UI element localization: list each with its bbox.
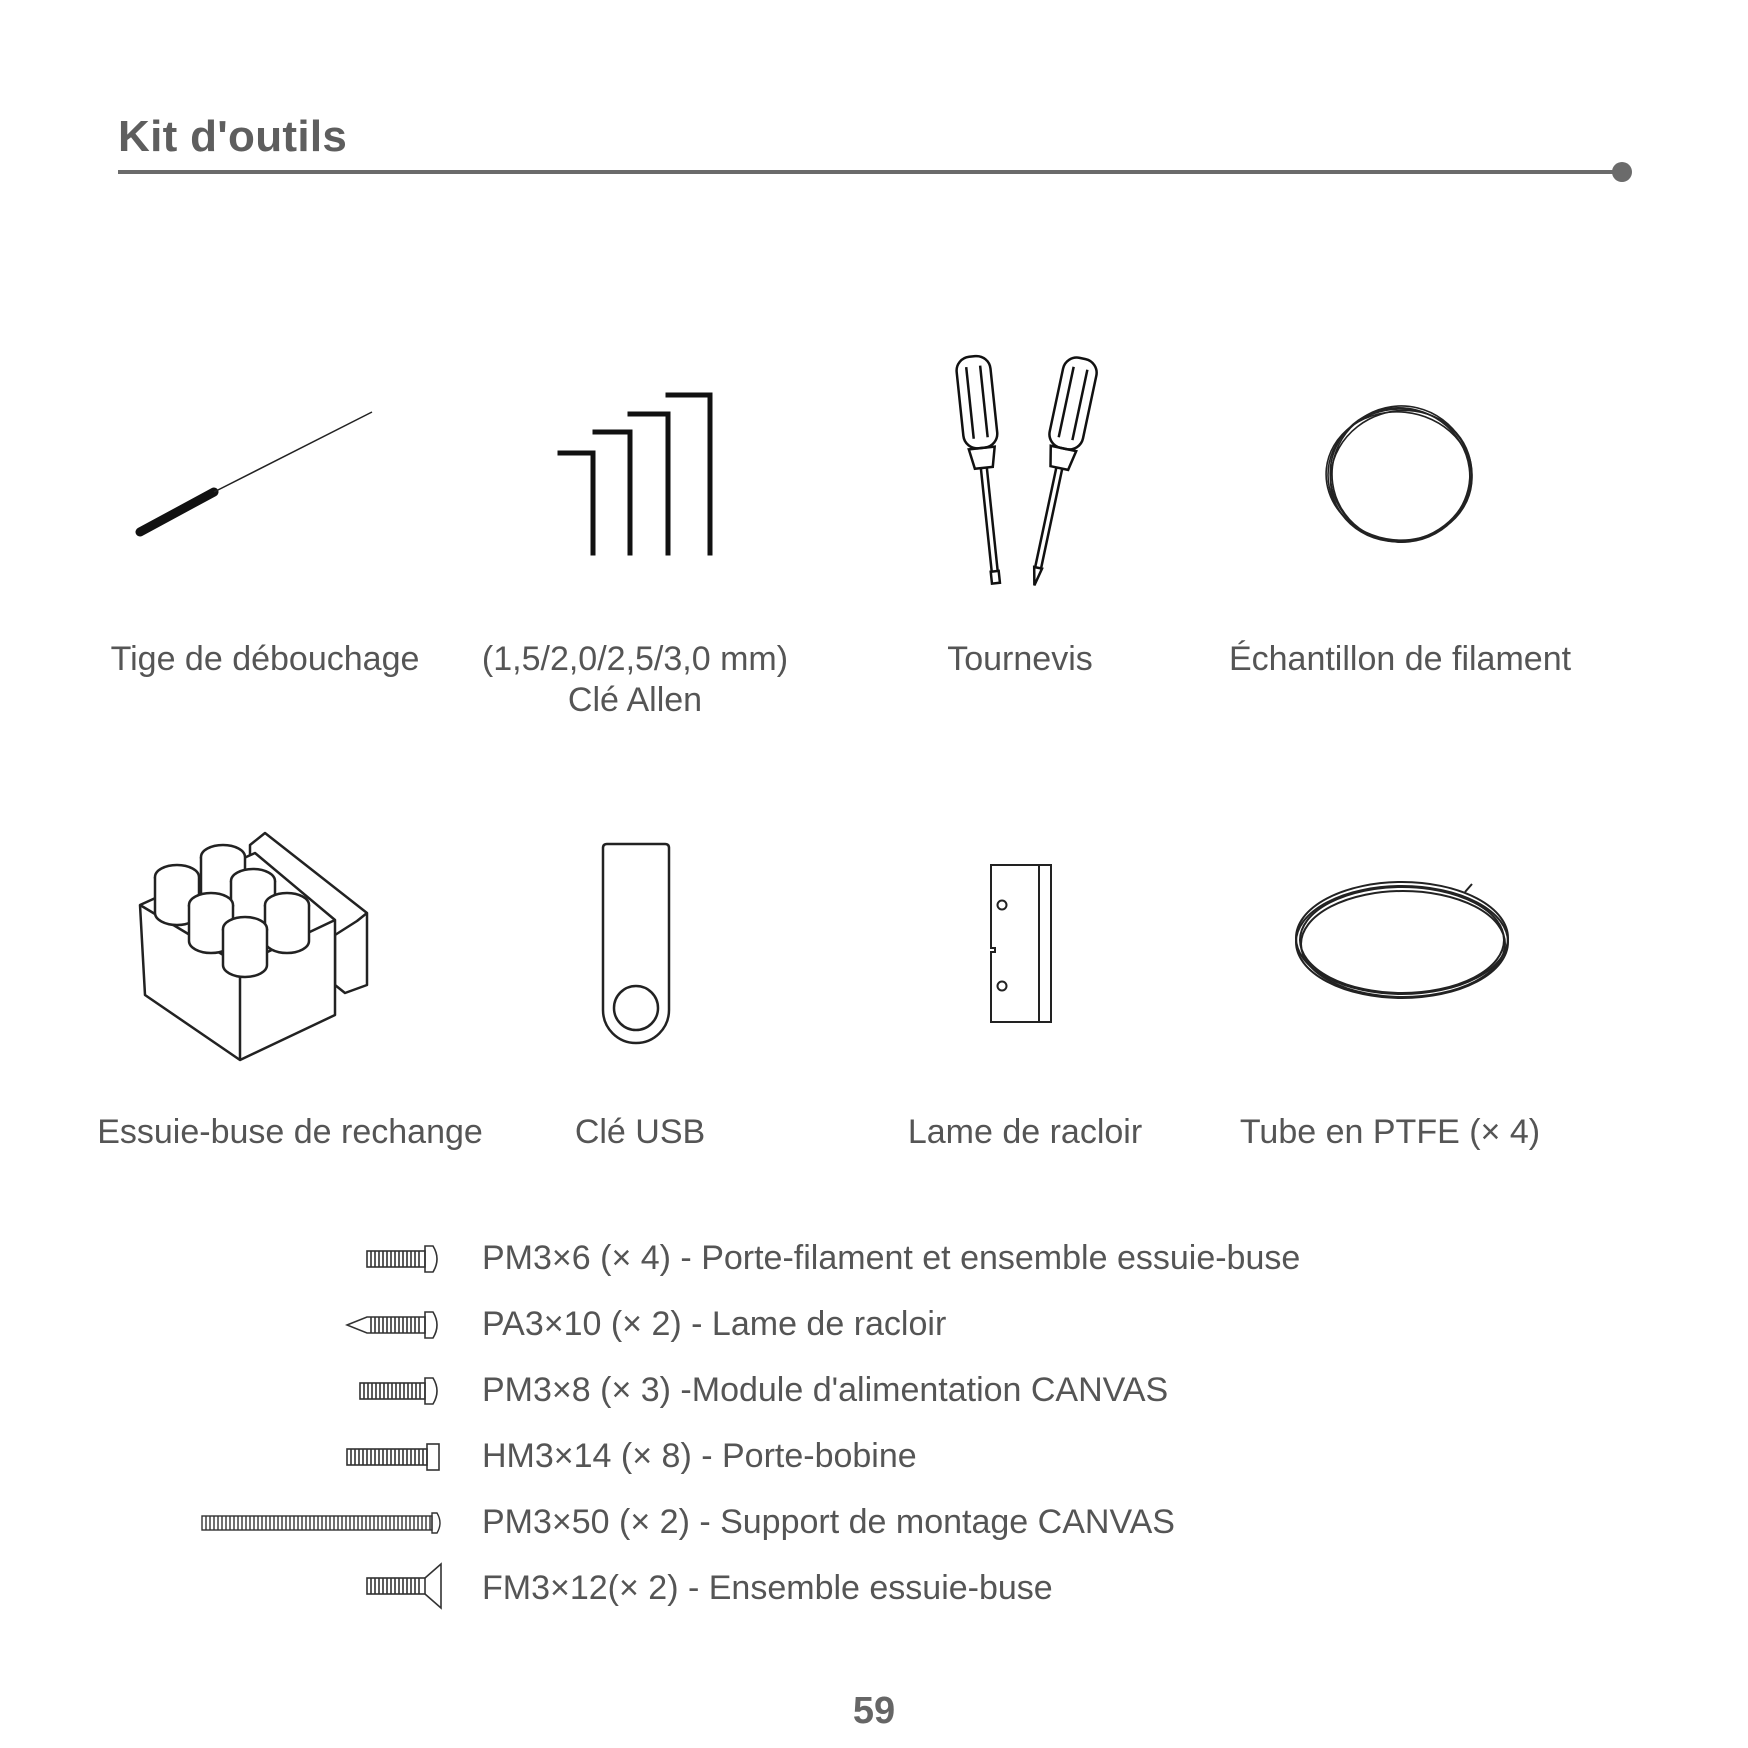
screw-list-item: PM3×6 (× 4) - Porte-filament et ensemble essuie-buse	[482, 1239, 1301, 1277]
screw-list-item: PM3×8 (× 3) -Module d'alimentation CANVAS	[482, 1371, 1169, 1409]
hex-socket-screw-icon	[345, 1440, 445, 1474]
allen-keys-icon	[555, 385, 730, 560]
nozzle-wiper-label: Essuie-buse de rechange	[97, 1113, 483, 1151]
scraper-blade-icon	[985, 860, 1055, 1030]
countersunk-screw-icon	[365, 1562, 445, 1610]
filament-sample-label: Échantillon de filament	[1228, 640, 1572, 678]
scraper-blade-label: Lame de racloir	[907, 1113, 1143, 1151]
page-title: Kit d'outils	[118, 112, 348, 161]
ptfe-tube-label: Tube en PTFE (× 4)	[1239, 1113, 1541, 1151]
nozzle-wiper-icon	[135, 825, 375, 1065]
page-number: 59	[852, 1690, 896, 1732]
unclogging-pin-icon	[130, 400, 390, 550]
title-underline-dot	[1612, 162, 1632, 182]
allen-keys-label	[440, 639, 830, 721]
screw-list-item: PM3×50 (× 2) - Support de montage CANVAS	[482, 1503, 1175, 1541]
screw-list-item: HM3×14 (× 8) - Porte-bobine	[482, 1437, 917, 1475]
screw-list-item: FM3×12(× 2) - Ensemble essuie-buse	[482, 1569, 1053, 1607]
usb-key-label: Clé USB	[574, 1113, 706, 1151]
screw-list-item: PA3×10 (× 2) - Lame de racloir	[482, 1305, 947, 1343]
long-screw-icon	[200, 1506, 445, 1540]
ptfe-tube-icon	[1290, 870, 1515, 1010]
filament-coil-icon	[1320, 400, 1480, 550]
screwdrivers-icon	[940, 350, 1100, 595]
pan-head-screw-icon	[358, 1374, 445, 1408]
unclogging-pin-label: Tige de débouchage	[110, 640, 420, 678]
self-tapping-screw-icon	[345, 1308, 445, 1342]
usb-key-icon	[595, 840, 680, 1050]
allen-keys-sizes: (1,5/2,0/2,5/3,0 mm)	[481, 640, 789, 678]
allen-keys-name: Clé Allen	[567, 681, 703, 719]
title-underline	[118, 170, 1626, 174]
pan-head-screw-icon	[365, 1242, 445, 1276]
screwdrivers-label: Tournevis	[947, 640, 1093, 678]
